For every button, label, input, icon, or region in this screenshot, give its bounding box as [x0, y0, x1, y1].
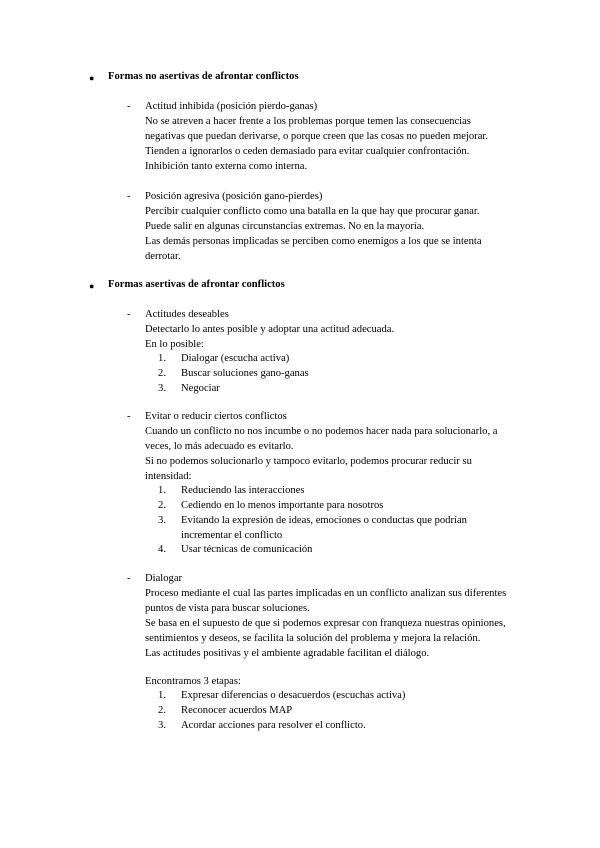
item-title: Actitud inhibida (posición pierdo-ganas) [145, 101, 318, 112]
list-number: 2. [158, 368, 166, 379]
list-number: 1. [158, 353, 166, 364]
section-heading: Formas asertivas de afrontar conflictos [108, 279, 285, 290]
paragraph-line: sentimientos y deseos, se facilita la solución del problema y mejora la relación. [145, 633, 481, 644]
item-title: Evitar o reducir ciertos conflictos [145, 411, 287, 422]
paragraph-line: Las demás personas implicadas se perciben como enemigos a los que se intenta [145, 236, 482, 247]
paragraph-line: veces, lo más adecuado es evitarlo. [145, 441, 294, 452]
paragraph-line: Si no podemos solucionarlo y tampoco evitarlo, podemos procurar reducir su [145, 456, 472, 467]
list-number: 4. [158, 544, 166, 555]
list-item: incrementar el conflicto [181, 530, 283, 541]
list-number: 3. [158, 383, 166, 394]
paragraph-line: Proceso mediante el cual las partes implicadas en un conflicto analizan sus diferentes [145, 588, 507, 599]
paragraph-line: negativas que puedan derivarse, o porque creen que las cosas no pueden mejorar. [145, 131, 488, 142]
paragraph-line: Percibir cualquier conflicto como una batalla en la que hay que procurar ganar. [145, 206, 480, 217]
item-title: Posición agresiva (posición gano-pierdes) [145, 191, 323, 202]
list-number: 3. [158, 720, 166, 731]
list-item: Buscar soluciones gano-ganas [181, 368, 309, 379]
list-number: 2. [158, 500, 166, 511]
paragraph-line: Detectarlo lo antes posible y adoptar una actitud adecuada. [145, 324, 395, 335]
paragraph-line: Tienden a ignorarlos o ceden demasiado para evitar cualquier confrontación. [145, 146, 470, 157]
list-item: Cediendo en lo menos importante para nosotros [181, 500, 384, 511]
paragraph-line: Las actitudes positivas y el ambiente agradable facilitan el diálogo. [145, 648, 430, 659]
item-title: Dialogar [145, 573, 183, 584]
paragraph-line: Se basa en el supuesto de que si podemos expresar con franqueza nuestras opiniones, [145, 618, 506, 629]
item-dash: - [127, 191, 131, 202]
list-item: Dialogar (escucha activa) [181, 353, 290, 364]
list-number: 1. [158, 485, 166, 496]
list-number: 2. [158, 705, 166, 716]
section-bullet: ● [89, 73, 95, 83]
paragraph-line: puntos de vista para buscar soluciones. [145, 603, 310, 614]
list-item: Usar técnicas de comunicación [181, 544, 313, 555]
item-title: Actitudes deseables [145, 309, 229, 320]
list-number: 3. [158, 515, 166, 526]
paragraph-line: intensidad: [145, 471, 192, 482]
list-item: Acordar acciones para resolver el conflicto. [181, 720, 366, 731]
list-item: Reconocer acuerdos MAP [181, 705, 293, 716]
item-dash: - [127, 101, 131, 112]
item-dash: - [127, 573, 131, 584]
paragraph-line: Inhibición tanto externa como interna. [145, 161, 308, 172]
item-dash: - [127, 411, 131, 422]
list-item: Expresar diferencias o desacuerdos (escuchas activa) [181, 690, 406, 701]
paragraph-line: Encontramos 3 etapas: [145, 676, 241, 687]
paragraph-line: Cuando un conflicto no nos incumbe o no podemos hacer nada para solucionarlo, a [145, 426, 498, 437]
list-item: Negociar [181, 383, 220, 394]
paragraph-line: derrotar. [145, 251, 181, 262]
paragraph-line: No se atreven a hacer frente a los problemas porque temen las consecuencias [145, 116, 471, 127]
paragraph-line: Puede salir en algunas circunstancias extremas. No en la mayoría. [145, 221, 425, 232]
list-item: Reduciendo las interacciones [181, 485, 305, 496]
section-bullet: ● [89, 281, 95, 291]
list-number: 1. [158, 690, 166, 701]
list-item: Evitando la expresión de ideas, emociones o conductas que podrían [181, 515, 467, 526]
item-dash: - [127, 309, 131, 320]
section-heading: Formas no asertivas de afrontar conflictos [108, 71, 299, 82]
paragraph-line: En lo posible: [145, 339, 204, 350]
